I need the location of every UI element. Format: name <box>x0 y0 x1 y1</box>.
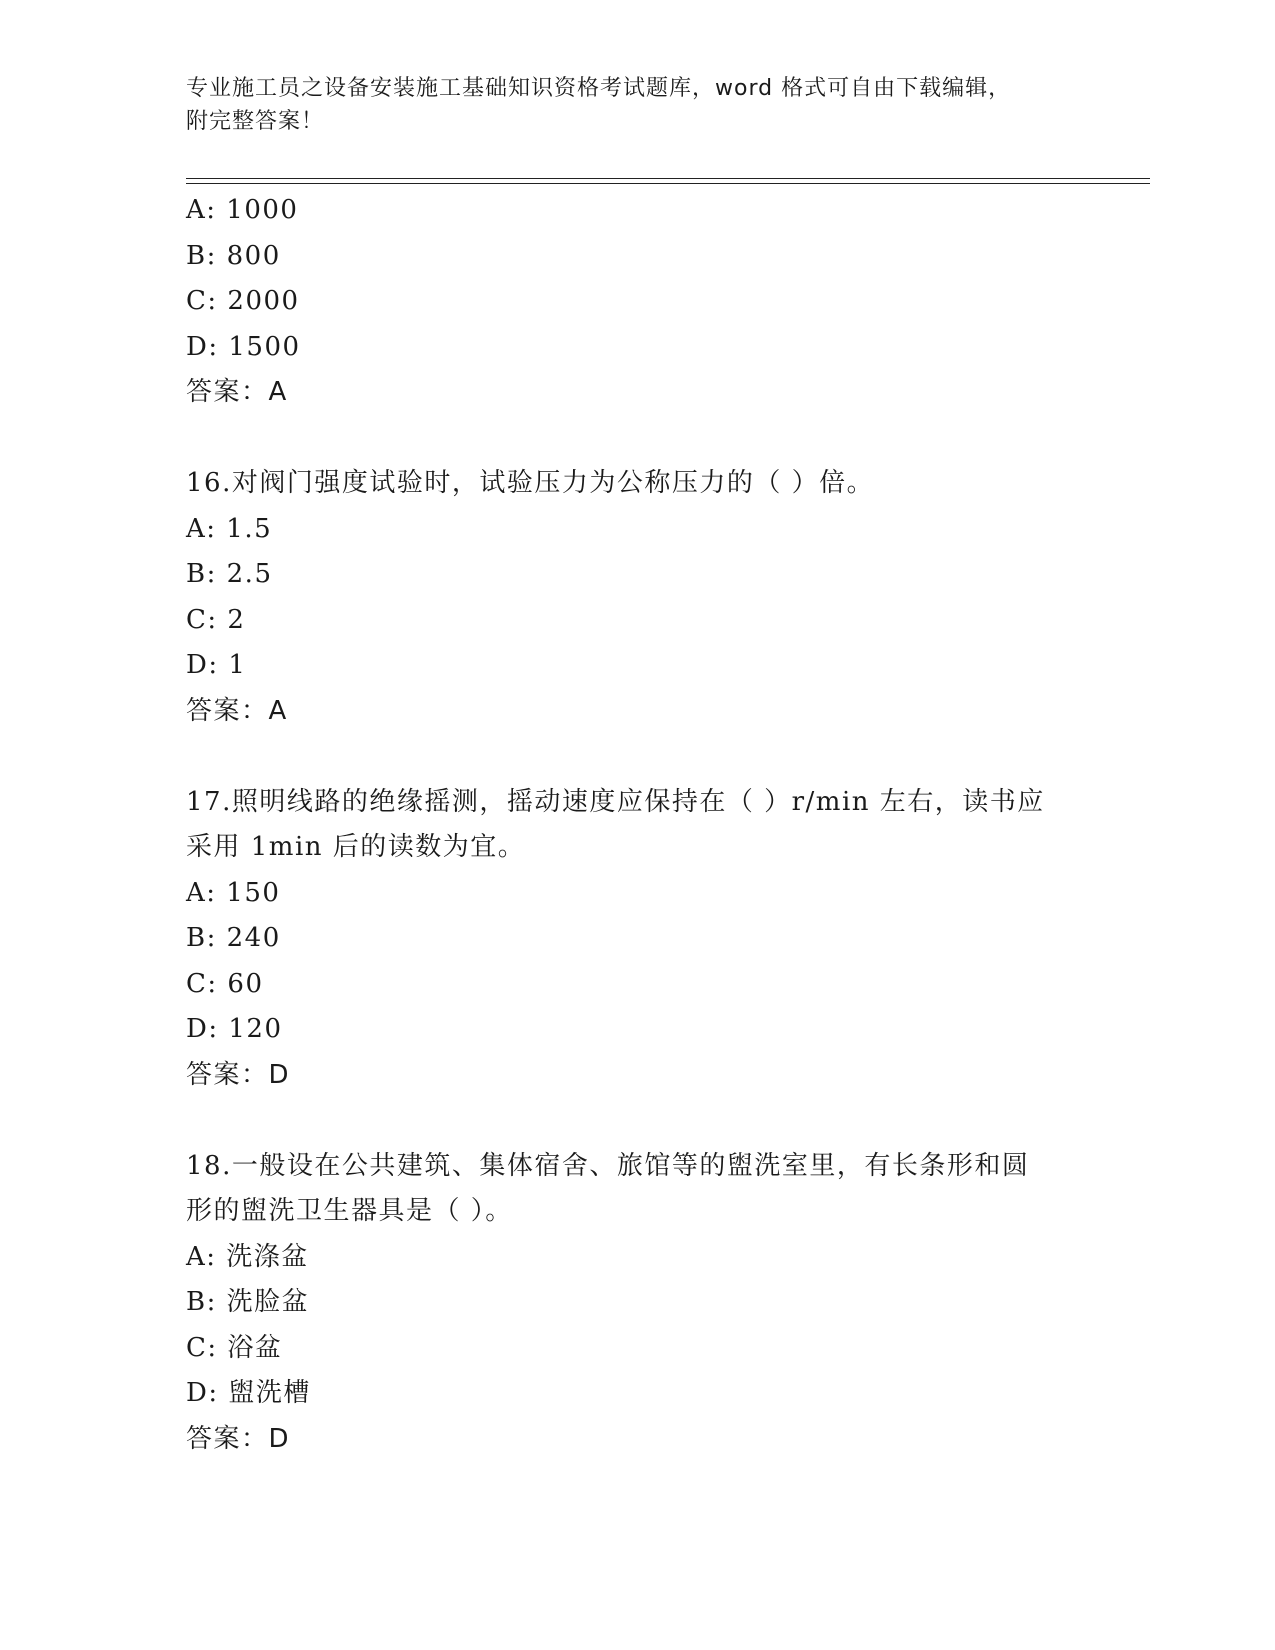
option-c: C: 浴盆 <box>186 1332 283 1363</box>
header-divider-bottom <box>186 183 1150 184</box>
spacer <box>186 1098 1136 1144</box>
question-block-prev <box>186 188 1136 416</box>
option-c: C: 2000 <box>186 286 300 316</box>
header-line-1: 专业施工员之设备安装施工基础知识资格考试题库，word 格式可自由下载编辑， <box>186 76 1012 101</box>
option-b: B: 800 <box>186 240 281 271</box>
answer-line: 答案：A <box>186 695 288 726</box>
question-text-continued: 形的盥洗卫生器具是（ ）。 <box>186 1196 513 1226</box>
option-b: B: 2.5 <box>186 559 273 589</box>
spacer <box>186 416 1136 462</box>
option-c: C: 60 <box>186 968 264 999</box>
question-text: 18.一般设在公共建筑、集体宿舍、旅馆等的盥洗室里，有长条形和圆 <box>186 1150 1030 1181</box>
question-text-continued: 采用 1min 后的读数为宜。 <box>186 832 526 862</box>
question-block-17 <box>186 780 1136 1099</box>
option-a: A: 1.5 <box>186 513 273 544</box>
option-a: A: 1000 <box>186 195 299 225</box>
option-d: D: 1500 <box>186 331 301 362</box>
answer-line: 答案：D <box>186 1059 291 1090</box>
option-d: D: 120 <box>186 1014 283 1044</box>
header-divider-top <box>186 178 1150 179</box>
question-text: 17.照明线路的绝缘摇测，摇动速度应保持在（ ）r/min 左右，读书应 <box>186 786 1045 817</box>
option-a: A: 洗涤盆 <box>186 1241 309 1272</box>
option-c: C: 2 <box>186 604 246 635</box>
spacer <box>186 734 1136 780</box>
question-block-16 <box>186 461 1136 734</box>
answer-line: 答案：D <box>186 1423 291 1454</box>
answer-line: 答案：A <box>186 377 288 407</box>
option-a: A: 150 <box>186 877 281 908</box>
option-d: D: 1 <box>186 650 247 680</box>
document-header <box>186 72 1066 138</box>
question-text: 16.对阀门强度试验时，试验压力为公称压力的（ ）倍。 <box>186 468 875 498</box>
header-line-2: 附完整答案！ <box>186 109 325 134</box>
question-block-18 <box>186 1144 1136 1463</box>
option-d: D: 盥洗槽 <box>186 1378 311 1408</box>
option-b: B: 240 <box>186 923 281 953</box>
question-list <box>186 188 1136 1462</box>
option-b: B: 洗脸盆 <box>186 1287 310 1317</box>
